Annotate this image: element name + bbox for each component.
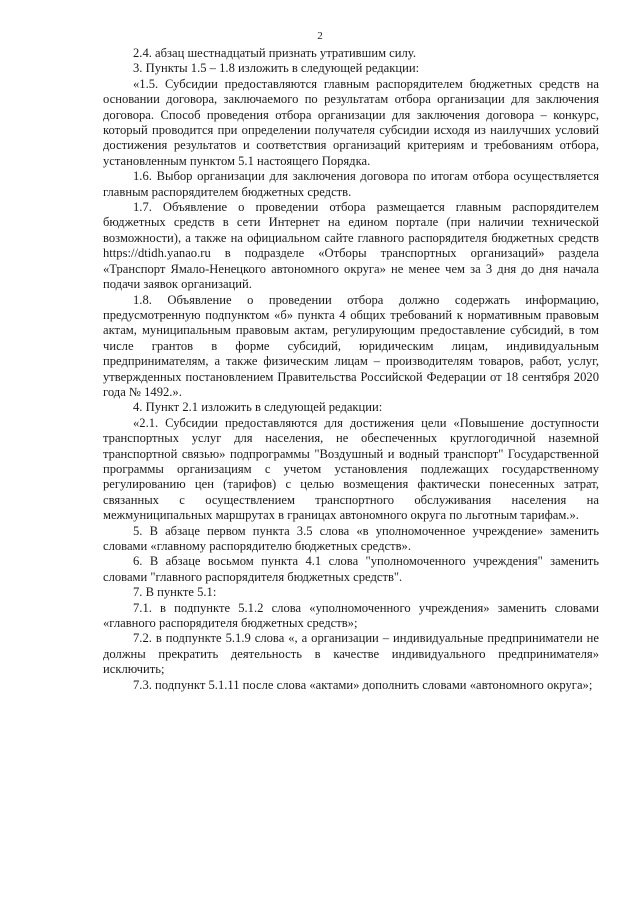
paragraph-3: 3. Пункты 1.5 – 1.8 изложить в следующей редакции: (133, 61, 420, 76)
paragraph-7-2: 7.2. в подпункте 5.1.9 слова «, а организации – индивидуальные предприниматели не должны прекратить деятельность в качестве индивидуального предпринимателя» исключить; (103, 631, 599, 677)
paragraph-7-1: 7.1. в подпункте 5.1.2 слова «уполномоченного учреждения» заменить словами «главного распорядителя бюджетных средств»; (103, 600, 599, 631)
paragraph-5: 5. В абзаце первом пункта 3.5 слова «в уполномоченное учреждение» заменить словами «главному распорядителю бюджетных средств». (103, 523, 599, 553)
paragraph-1-8: 1.8. Объявление о проведении отбора должно содержать информацию, предусмотренную подпунктом «б» пункта 4 общих требований к нормативным правовым актам, муниципальным правовым актам, регулирующим предоставление субсидий, в том числе грантов в форме субсидий, юридическим лицам, индивидуальным предпринимателям, а также физическим лицам – производителям товаров, работ, услуг, утвержденных постановлением Правительства Российской Федерации от 18 сентября 2020 года № 1492.». (103, 292, 599, 399)
paragraph-7: 7. В пункте 5.1: (133, 585, 217, 600)
paragraph-2-4: 2.4. абзац шестнадцатый признать утратившим силу. (133, 46, 416, 60)
page-number: 2 (317, 30, 323, 42)
paragraph-1-6: 1.6. Выбор организации для заключения договора по итогам отбора осуществляется главным распорядителем бюджетных средств. (103, 169, 599, 199)
document-body (103, 46, 599, 693)
paragraph-6: 6. В абзаце восьмом пункта 4.1 слова "уполномоченного учреждения" заменить словами "главного распорядителя бюджетных средств". (103, 554, 599, 584)
paragraph-7-3: 7.3. подпункт 5.1.11 после слова «актами» дополнить словами «автономного округа»; (133, 677, 593, 692)
paragraph-2-1: «2.1. Субсидии предоставляются для достижения цели «Повышение доступности транспортных услуг для населения, не обеспеченных круглогодичной наземной транспортной связью» подпрограммы "Воздушный и водный транспорт" Государственной программы организациям с учетом установления подлежащих государственному регулированию цен (тарифов) с целью возмещения фактически понесенных затрат, связанных с осуществлением транспортного обслуживания населения на межмуниципальных маршрутах в границах автономного округа по льготным тарифам.». (103, 415, 599, 523)
paragraph-1-7: 1.7. Объявление о проведении отбора размещается главным распорядителем бюджетных средств в сети Интернет на едином портале (при наличии технической возможности), а также на официальном сайте главного распорядителя бюджетных средств https://dtidh.yanao.ru в подразделе «Отборы транспортных организаций» раздела «Транспорт Ямало-Ненецкого автономного округа» не менее чем за 3 дня до дня начала подачи заявок организаций. (103, 200, 599, 292)
paragraph-1-5: «1.5. Субсидии предоставляются главным распорядителем бюджетных средств на основании договора, заключаемого по результатам отбора организации для заключения договора. Способ проведения отбора организации для заключения договора – конкурс, который проводится при определении получателя субсидии исходя из наилучших условий достижения результатов и соответствия организаций критериям и требованиям отбора, установленным пунктом 5.1 настоящего Порядка. (103, 76, 599, 168)
paragraph-4: 4. Пункт 2.1 изложить в следующей редакции: (133, 400, 383, 415)
